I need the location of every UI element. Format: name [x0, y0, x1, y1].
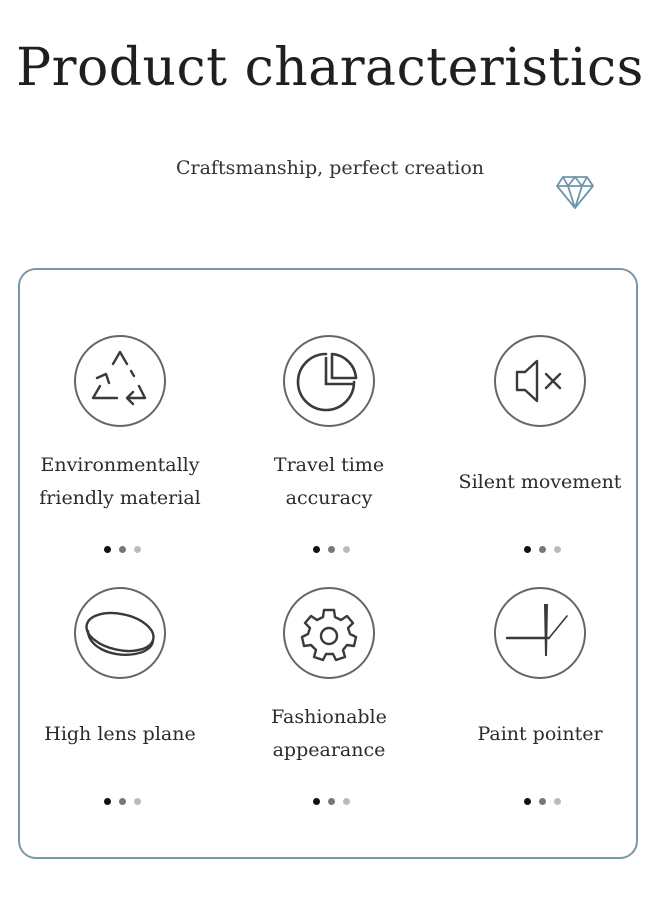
feature-label: Silent movement: [458, 470, 622, 493]
feature-label: Environmentally friendly material: [39, 454, 201, 509]
diamond-icon: [555, 173, 595, 211]
page-title: Product characteristics: [16, 38, 644, 98]
pagination-dots: [524, 798, 564, 808]
feature-label: Fashionable appearance: [271, 706, 387, 761]
recycle-icon: [73, 334, 167, 428]
pagination-dots: [104, 546, 144, 556]
feature-card: [229, 334, 429, 574]
feature-label: High lens plane: [44, 722, 196, 745]
feature-card: [440, 334, 640, 574]
pagination-dots: [313, 546, 353, 556]
feature-card: [229, 586, 429, 826]
pie-chart-icon: [282, 334, 376, 428]
clock-hands-icon: [493, 586, 587, 680]
page-subtitle: Craftsmanship, perfect creation: [175, 157, 485, 179]
lens-icon: [73, 586, 167, 680]
pagination-dots: [313, 798, 353, 808]
feature-card: [20, 334, 220, 574]
pagination-dots: [524, 546, 564, 556]
feature-card: [440, 586, 640, 826]
features-panel: [18, 268, 638, 859]
pagination-dots: [104, 798, 144, 808]
gear-icon: [282, 586, 376, 680]
feature-card: [20, 586, 220, 826]
speaker-mute-icon: [493, 334, 587, 428]
feature-label: Travel time accuracy: [273, 454, 385, 509]
feature-label: Paint pointer: [477, 722, 603, 745]
